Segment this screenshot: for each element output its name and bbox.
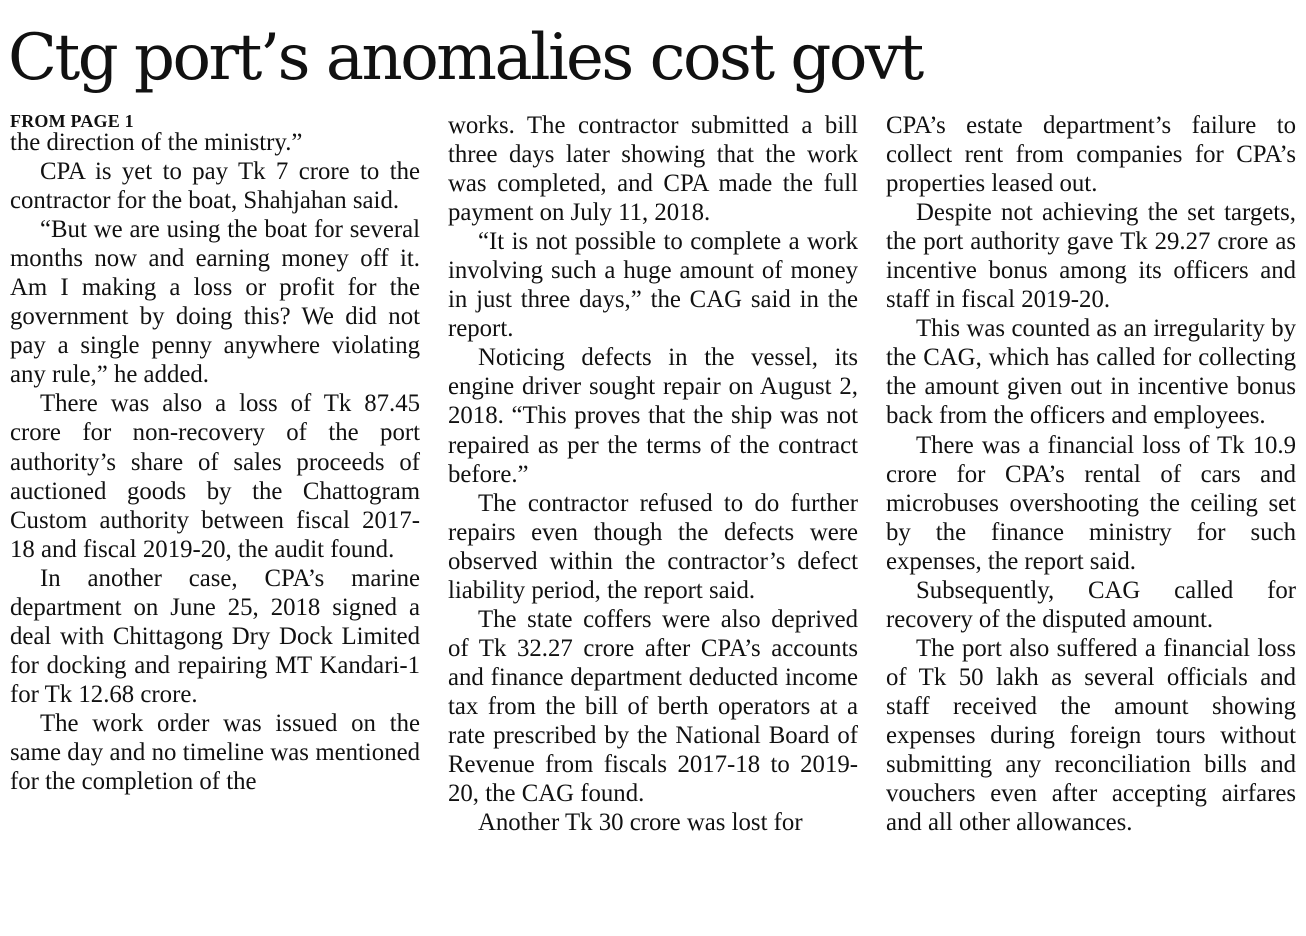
paragraph: CPA’s estate department’s failure to collect rent from companies for CPA’s properties leased out. (886, 112, 1296, 198)
paragraph: “It is not possible to complete a work involving such a huge amount of money in just three days,” the CAG said in the report. (448, 228, 858, 343)
continued-from-label: FROM PAGE 1 (10, 111, 134, 131)
paragraph: In another case, CPA’s marine department on June 25, 2018 signed a deal with Chittagong Dry Dock Limited for docking and repairing MT Kandari-1 for Tk 12.68 crore. (10, 564, 420, 708)
paragraph: Subsequently, CAG called for recovery of the disputed amount. (886, 576, 1296, 633)
headline: Ctg port’s anomalies cost govt (8, 21, 922, 95)
paragraph: Another Tk 30 crore was lost for (478, 809, 803, 837)
paragraph: the direction of the ministry.” (10, 129, 303, 156)
paragraph: The port also suffered a financial loss of Tk 50 lakh as several officials and staff received the amount showing expenses during foreign tours without submitting any reconciliation bills and vouchers even after accepting airfares and all other allowances. (886, 634, 1296, 837)
paragraph: The contractor refused to do further repairs even though the defects were observed within the contractor’s defect liability period, the report said. (448, 489, 858, 604)
paragraph: CPA is yet to pay Tk 7 crore to the contractor for the boat, Shahjahan said. (10, 158, 420, 215)
paragraph: Despite not achieving the set targets, the port authority gave Tk 29.27 crore as incentive bonus among its officers and staff in fiscal 2019-20. (886, 199, 1296, 314)
paragraph: This was counted as an irregularity by the CAG, which has called for collecting the amount given out in incentive bonus back from the officers and employees. (886, 315, 1296, 430)
paragraph: The work order was issued on the same day and no timeline was mentioned for the completion of the (10, 709, 420, 796)
paragraph: The state coffers were also deprived of Tk 32.27 crore after CPA’s accounts and finance department deducted income tax from the bill of berth operators at a rate prescribed by the National Board of Revenue from fiscals 2017-18 to 2019-20, the CAG found. (448, 605, 858, 808)
paragraph: There was a financial loss of Tk 10.9 crore for CPA’s rental of cars and microbuses overshooting the ceiling set by the finance ministry for such expenses, the report said. (886, 431, 1296, 575)
article-column-1 (10, 111, 420, 796)
paragraph: There was also a loss of Tk 87.45 crore for non-recovery of the port authority’s share of sales proceeds of auctioned goods by the Chattogram Custom authority between fiscal 2017-18 and fiscal 2019-20, the audit found. (10, 390, 420, 563)
paragraph: works. The contractor submitted a bill three days later showing that the work was completed, and CPA made the full payment on July 11, 2018. (448, 112, 858, 227)
article-column-3 (886, 111, 1296, 837)
paragraph: “But we are using the boat for several months now and earning money off it. Am I making a loss or profit for the government by doing this? We did not pay a single penny anywhere violating any rule,” he added. (10, 216, 420, 389)
paragraph: Noticing defects in the vessel, its engine driver sought repair on August 2, 2018. “This proves that the ship was not repaired as per the terms of the contract before.” (448, 344, 858, 488)
article-column-2 (448, 111, 858, 837)
